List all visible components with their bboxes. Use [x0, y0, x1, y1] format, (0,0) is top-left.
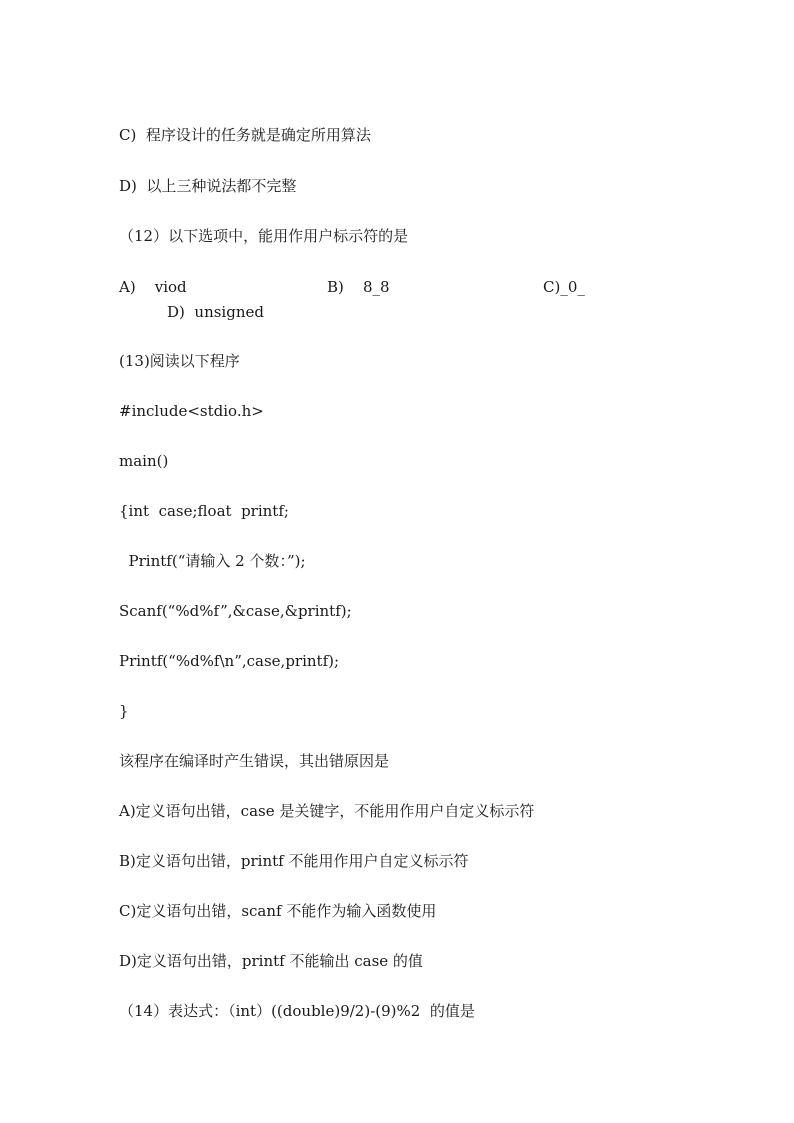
code-line-main: main() — [119, 452, 169, 470]
q12-option-d: D) unsigned — [167, 303, 264, 321]
q12-option-c: C)_0_ — [543, 278, 585, 296]
question-12: （12）以下选项中，能用作用户标示符的是 — [119, 227, 409, 245]
q13-option-c: C)定义语句出错，scanf 不能作为输入函数使用 — [119, 902, 437, 920]
code-line-include: #include<stdio.h> — [119, 402, 264, 420]
question-13-title: (13)阅读以下程序 — [119, 352, 240, 370]
code-line-decl: {int case;float printf; — [119, 502, 289, 520]
code-line-printf-prompt: Printf(“请输入 2 个数：”); — [119, 552, 306, 570]
code-line-printf-output: Printf(“%d%f\n”,case,printf); — [119, 652, 340, 670]
q13-option-a: A)定义语句出错，case 是关键字，不能用作用户自定义标示符 — [119, 802, 535, 820]
code-line-close-brace: } — [119, 702, 129, 720]
q12-option-a: A) viod — [119, 278, 187, 296]
q13-option-b: B)定义语句出错，printf 不能用作用户自定义标示符 — [119, 852, 469, 870]
option-c-line: C) 程序设计的任务就是确定所用算法 — [119, 126, 371, 144]
code-line-scanf: Scanf(“%d%f”,&case,&printf); — [119, 602, 352, 620]
q13-option-d: D)定义语句出错，printf 不能输出 case 的值 — [119, 952, 423, 970]
question-14: （14）表达式：（int）((double)9/2)-(9)%2 的值是 — [119, 1002, 475, 1020]
question-13-prompt: 该程序在编译时产生错误，其出错原因是 — [119, 752, 390, 770]
q12-option-b: B) 8_8 — [327, 278, 390, 296]
option-d-line: D) 以上三种说法都不完整 — [119, 177, 297, 195]
